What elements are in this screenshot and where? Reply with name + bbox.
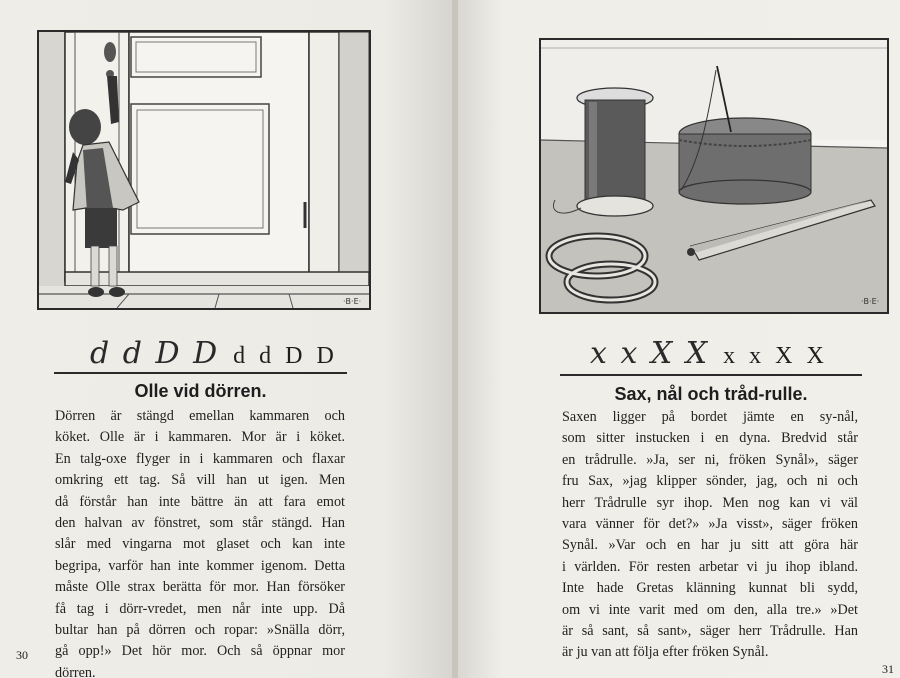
text-line: få tag i dörr-vredet, men når inte upp. Då [55,600,345,617]
right-page [458,0,900,678]
chapter-heading: Sax, nål och tråd-rulle. [614,384,808,404]
text-line: om vi inte varit med om den, alla tre.» »Det [562,601,858,618]
text-line: slår med vingarna mot glaset och kan inte [55,536,345,553]
illustration-signature: ·B·E· [343,297,362,306]
letter-display-x [590,336,828,371]
page-number: 31 [882,662,894,676]
text-line: Inte hade Gretas klänning kunnat bli sydd, [562,580,858,597]
print-letters: x x X X [723,343,828,369]
page-number: 30 [16,648,28,662]
text-line: då förstår han inte bättre än att fara emot [55,493,345,510]
script-letters: d d D D [90,336,220,371]
text-line: är ju van att följa efter fröken Synål. [562,644,769,661]
text-line: vara vänner för det?» »Ja visst», säger fröken [562,516,858,533]
illustration-boy-at-door [37,30,371,310]
text-line: köket. Olle är i kammaren. Mor är i köket. [55,429,345,446]
chapter-heading: Olle vid dörren. [134,381,267,401]
sewing-tools-drawing [541,40,887,312]
illustration-signature: ·B·E· [861,297,880,306]
text-line: i världen. För resten arbetar vi ju ihop ibland. [562,558,858,575]
illustration-sewing-tools [539,38,889,314]
text-line: En talg-oxe flyger in i kammaren och flaxar [55,450,345,467]
text-line: är så sant, så sant», säger herr Trådrulle. Han [562,623,858,640]
text-line: bultar han på dörren och ropar: »Snälla dörr, [55,622,345,639]
text-line: Dörren är stängd emellan kammaren och [55,408,345,424]
heading-rule [560,374,862,376]
text-line: måste Olle strax berätta för mor. Han försöker [55,579,345,596]
text-line: en trådrulle. »Ja, ser ni, fröken Synål», säger [562,451,858,468]
body-text [55,406,345,678]
text-line: Synål. »Var och en har ju sitt att göra här [562,537,858,554]
text-line: Saxen ligger på bordet jämte en sy-nål, [562,409,858,425]
text-line: fru Sax, »jag klipper sönder, jag, och ni och [562,473,858,490]
text-line: begripa, varför han inte kommer igenom. Detta [55,557,345,574]
boy-at-door-drawing [39,32,369,308]
text-line: herr Trådrulle syr ihop. Men nog kan vi väl [562,494,858,511]
text-line: som sitter instucken i en dyna. Bredvid står [562,430,858,447]
text-line: den halvan av fönstret, som står stängd. Han [55,515,345,532]
body-text [562,407,858,664]
text-line: dörren. [55,664,96,678]
heading-rule [54,372,347,374]
text-line: omkring ett tag. Så vill han ut igen. Men [55,472,345,489]
print-letters: d d D D [233,343,338,369]
text-line: gå opp!» Det hör mor. Och så öppnar mor [55,643,345,660]
letter-display-d [90,336,338,371]
script-letters: x x X X [590,336,710,371]
